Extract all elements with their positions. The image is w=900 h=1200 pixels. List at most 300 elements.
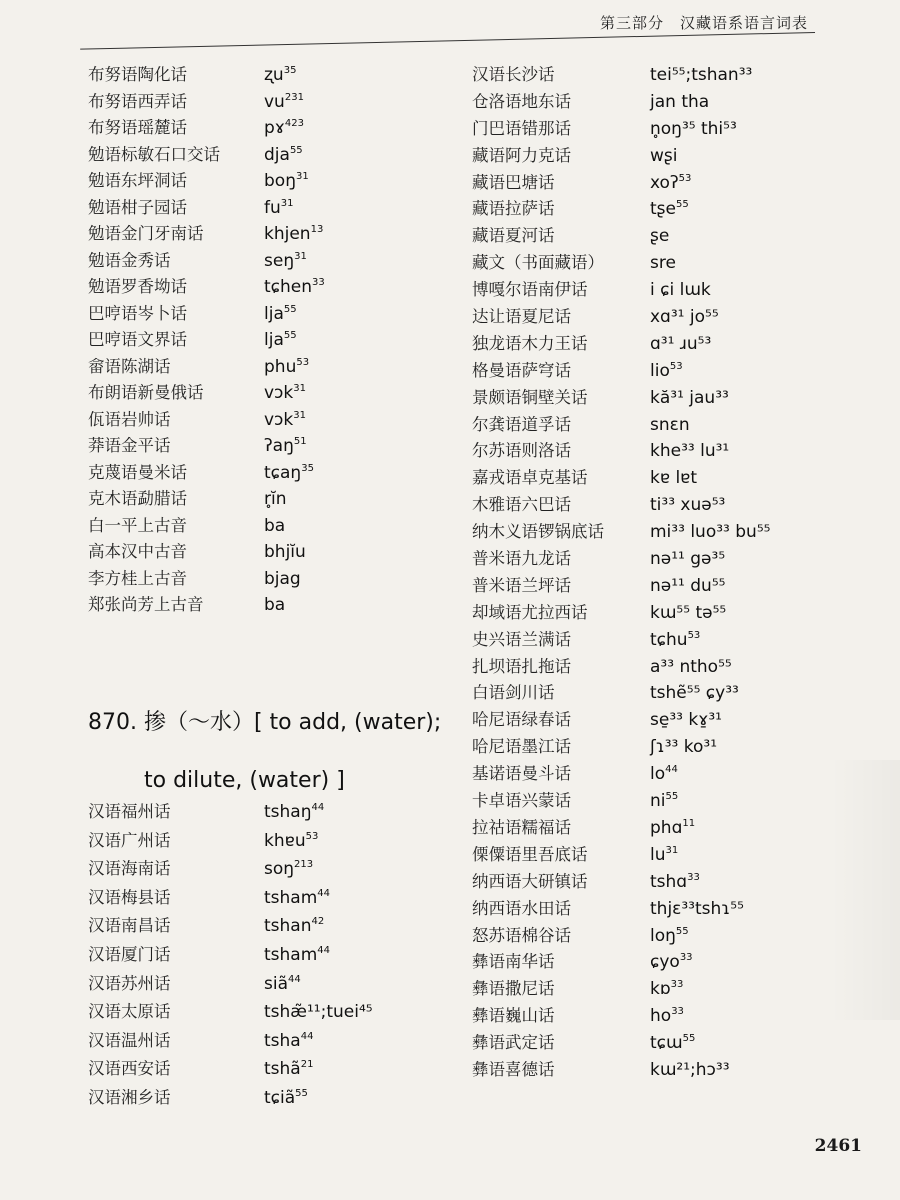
language-name: 郑张尚芳上古音 [88, 595, 204, 614]
phonetic-form [650, 788, 678, 815]
phonetic-base: ti³³ xuə⁵³ [650, 495, 726, 516]
word-entry-row [88, 221, 468, 248]
phonetic-form [650, 358, 683, 385]
tone-superscript: 55 [675, 199, 689, 211]
phonetic-form [650, 734, 717, 761]
language-name: 布努语瑶麓话 [88, 118, 187, 137]
word-entry-row [472, 842, 852, 869]
language-name: 勉语东坪洞话 [88, 171, 187, 190]
tone-superscript: 33 [687, 871, 700, 883]
phonetic-form [264, 221, 323, 248]
phonetic-base: fu [264, 197, 281, 218]
word-entry-row [472, 654, 852, 681]
phonetic-base: khɐu [264, 830, 306, 851]
word-entry-row [88, 566, 468, 593]
phonetic-form [650, 1030, 695, 1057]
word-entry-row [472, 815, 852, 842]
word-entry-row [472, 250, 852, 277]
phonetic-form [264, 248, 307, 275]
phonetic-base: ɑ³¹ ɹu⁵³ [650, 333, 712, 354]
language-name: 尔苏语则洛话 [472, 441, 571, 461]
word-entry-row [472, 546, 852, 573]
phonetic-base: loŋ [650, 925, 676, 946]
language-name: 藏语巴塘话 [472, 172, 555, 192]
phonetic-form [264, 142, 303, 169]
phonetic-base: ba [264, 595, 286, 615]
word-entry-row [472, 707, 852, 734]
phonetic-form [264, 1084, 308, 1113]
phonetic-base: tɕaŋ [264, 462, 302, 483]
word-entry-row [88, 62, 468, 89]
language-name: 景颇语铜壁关话 [472, 387, 588, 407]
word-entry-row [472, 1003, 852, 1030]
phonetic-form [264, 301, 297, 328]
word-entry-row [88, 855, 468, 884]
language-name: 巴哼语岑卜话 [88, 303, 187, 323]
phonetic-form [650, 250, 676, 277]
phonetic-base: kɐ lɐt [650, 468, 698, 489]
phonetic-base: vu [264, 91, 285, 112]
phonetic-base: nə¹¹ du⁵⁵ [650, 575, 726, 596]
phonetic-base: pɤ [264, 118, 285, 138]
phonetic-form [650, 412, 690, 439]
tone-superscript: 31 [293, 383, 306, 394]
phonetic-form [264, 1027, 313, 1056]
tone-superscript: 213 [294, 859, 314, 871]
phonetic-base: vɔk [264, 409, 294, 430]
phonetic-form [264, 1055, 313, 1084]
phonetic-form [650, 143, 677, 170]
entry-heading-line2: to dilute, (water) ] [144, 768, 345, 793]
language-name: 格曼语萨穹话 [472, 360, 571, 380]
phonetic-base: ni [650, 791, 666, 812]
phonetic-form [650, 1003, 684, 1030]
right-column [472, 62, 852, 1084]
word-entry-row [472, 976, 852, 1003]
word-entry-row [472, 492, 852, 519]
tone-superscript: 44 [300, 1030, 314, 1042]
tone-superscript: 42 [311, 916, 325, 928]
word-entry-row [88, 168, 468, 195]
tone-superscript: 33 [679, 952, 693, 964]
tone-superscript: 11 [682, 817, 696, 829]
word-entry-row [472, 170, 852, 197]
tone-superscript: 44 [311, 802, 325, 813]
phonetic-form [650, 600, 726, 627]
language-name: 勉语金门牙南话 [88, 224, 204, 243]
word-entry-row [472, 196, 852, 223]
phonetic-form [650, 277, 711, 304]
phonetic-base: se̱³³ kɤ̱³¹ [650, 710, 722, 731]
tone-superscript: 44 [288, 973, 301, 985]
phonetic-base: tʂe [650, 199, 676, 220]
language-name: 尔龚语道孚话 [472, 414, 571, 434]
phonetic-base: tshẽ⁵⁵ ɕy³³ [650, 683, 739, 704]
phonetic-form [264, 566, 301, 593]
language-name: 勉语标敏石口交话 [88, 144, 220, 164]
language-name: 汉语长沙话 [472, 65, 555, 84]
phonetic-form [650, 438, 729, 465]
word-entry-row [472, 223, 852, 250]
language-name: 史兴语兰满话 [472, 629, 571, 649]
word-entry-row [472, 116, 852, 143]
phonetic-form [264, 855, 313, 884]
phonetic-base: r̥ĭn [264, 489, 287, 509]
phonetic-form [650, 465, 697, 492]
phonetic-form [264, 433, 307, 460]
language-name: 彝语南华话 [472, 952, 555, 972]
phonetic-base: soŋ [264, 859, 295, 880]
word-entry-row [472, 331, 852, 358]
language-name: 汉语苏州话 [88, 973, 171, 993]
language-name: 普米语兰坪话 [472, 575, 571, 595]
phonetic-base: kɒ [650, 979, 671, 1000]
phonetic-base: siã [264, 973, 288, 994]
word-entry-row [472, 896, 852, 923]
phonetic-base: phu [264, 356, 297, 377]
language-name: 藏语夏河话 [472, 226, 555, 246]
language-name: 傈僳语里吾底话 [472, 844, 588, 864]
language-name: 汉语梅县话 [88, 887, 171, 907]
language-name: 佤语岩帅话 [88, 409, 171, 429]
phonetic-form [650, 761, 678, 788]
phonetic-base: tshan [264, 916, 312, 937]
language-name: 布努语陶化话 [88, 65, 187, 84]
word-entry-row [472, 627, 852, 654]
language-name: 汉语广州话 [88, 830, 171, 850]
phonetic-base: tshã [264, 1059, 301, 1080]
phonetic-form [650, 707, 722, 734]
word-entry-row [472, 600, 852, 627]
phonetic-form [650, 627, 700, 654]
tone-superscript: 44 [665, 764, 678, 776]
language-name: 汉语厦门话 [88, 944, 171, 964]
phonetic-form [264, 912, 324, 941]
phonetic-base: xɑ³¹ jo⁵⁵ [650, 307, 719, 328]
phonetic-form [650, 304, 719, 331]
phonetic-form [650, 331, 711, 358]
left-column-top [88, 62, 468, 619]
word-entry-row [88, 486, 468, 513]
word-entry-row [88, 327, 468, 354]
word-entry-row [472, 680, 852, 707]
language-name: 卡卓语兴蒙话 [472, 791, 571, 811]
language-name: 李方桂上古音 [88, 568, 187, 588]
tone-superscript: 231 [284, 91, 304, 103]
word-entry-row [88, 513, 468, 540]
phonetic-form [264, 89, 304, 116]
phonetic-form [650, 842, 678, 869]
language-name: 纳木义语锣锅底话 [472, 522, 604, 542]
phonetic-form [264, 539, 306, 566]
tone-superscript: 44 [317, 887, 331, 899]
word-entry-row [88, 884, 468, 913]
phonetic-base: ho [650, 1006, 672, 1027]
word-entry-row [472, 1030, 852, 1057]
phonetic-base: xoʔ [650, 172, 679, 193]
language-name: 勉语罗香坳话 [88, 277, 187, 296]
word-entry-row [88, 354, 468, 381]
phonetic-form [650, 196, 689, 223]
phonetic-form [264, 827, 318, 856]
word-entry-row [88, 301, 468, 328]
phonetic-base: lu [650, 844, 666, 865]
tone-superscript: 55 [283, 303, 297, 315]
phonetic-form [264, 195, 294, 222]
phonetic-form [264, 62, 296, 89]
language-name: 高本汉中古音 [88, 542, 187, 561]
language-name: 纳西语水田话 [472, 898, 571, 918]
language-name: 勉语柑子园话 [88, 197, 187, 217]
word-entry-row [472, 761, 852, 788]
word-entry-row [472, 304, 852, 331]
phonetic-base: dja [264, 144, 290, 165]
phonetic-base: jan tha [650, 91, 710, 112]
word-entry-row [472, 89, 852, 116]
phonetic-base: seŋ [264, 250, 295, 271]
phonetic-form [264, 998, 373, 1027]
phonetic-base: tɕɯ [650, 1033, 683, 1054]
word-entry-row [472, 412, 852, 439]
word-entry-row [88, 460, 468, 487]
phonetic-form [264, 941, 330, 970]
phonetic-base: boŋ [264, 171, 296, 191]
phonetic-form [264, 798, 324, 827]
phonetic-base: nə¹¹ gə³⁵ [650, 549, 726, 570]
tone-superscript: 31 [295, 171, 309, 182]
phonetic-form [650, 680, 739, 707]
language-name: 汉语海南话 [88, 859, 171, 879]
word-entry-row [88, 827, 468, 856]
phonetic-base: kɯ²¹;hɔ³³ [650, 1059, 730, 1080]
phonetic-base: phɑ [650, 817, 683, 838]
phonetic-base: khjen [264, 224, 311, 244]
phonetic-base: tɕhu [650, 629, 688, 650]
phonetic-base: snɛn [650, 414, 690, 435]
word-entry-row [472, 519, 852, 546]
phonetic-base: vɔk [264, 383, 294, 403]
phonetic-base: kă³¹ jau³³ [650, 387, 729, 408]
word-entry-row [88, 274, 468, 301]
word-entry-row [472, 358, 852, 385]
phonetic-base: ʔaŋ [264, 436, 294, 456]
word-entry-row [88, 115, 468, 142]
word-entry-row [472, 62, 852, 89]
phonetic-form [650, 519, 770, 546]
phonetic-base: khe³³ lu³¹ [650, 441, 730, 462]
entry-heading [88, 694, 468, 810]
page-edge-shadow [830, 760, 900, 1020]
language-name: 彝语撒尼话 [472, 979, 555, 999]
tone-superscript: 35 [283, 65, 297, 76]
phonetic-form [650, 116, 737, 143]
language-name: 木雅语六巴话 [472, 495, 571, 515]
word-entry-row [88, 195, 468, 222]
language-name: 仓洛语地东话 [472, 91, 571, 111]
phonetic-base: bjag [264, 568, 301, 589]
language-name: 拉祜语糯福话 [472, 817, 571, 837]
phonetic-base: tshaŋ [264, 802, 312, 822]
phonetic-base: ba [264, 515, 286, 536]
language-name: 哈尼语绿春话 [472, 710, 571, 730]
phonetic-base: lo [650, 764, 666, 785]
tone-superscript: 33 [312, 277, 325, 288]
phonetic-base: tsham [264, 944, 318, 965]
language-name: 汉语湘乡话 [88, 1087, 171, 1107]
language-name: 汉语温州话 [88, 1030, 171, 1050]
language-name: 怒苏语棉谷话 [472, 925, 571, 945]
phonetic-base: tsha [264, 1030, 301, 1051]
phonetic-form [650, 654, 732, 681]
tone-superscript: 53 [305, 830, 319, 842]
word-entry-row [88, 407, 468, 434]
phonetic-form [264, 380, 306, 407]
phonetic-base: tɕhen [264, 277, 313, 297]
phonetic-form [650, 546, 725, 573]
left-column-bottom [88, 798, 468, 1113]
phonetic-form [650, 976, 683, 1003]
tone-superscript: 35 [301, 462, 314, 474]
word-entry-row [88, 89, 468, 116]
phonetic-form [650, 223, 669, 250]
phonetic-form [264, 354, 309, 381]
tone-superscript: 31 [293, 409, 306, 421]
word-entry-row [88, 970, 468, 999]
language-name: 汉语西安话 [88, 1059, 171, 1079]
tone-superscript: 51 [293, 436, 307, 447]
word-entry-row [472, 143, 852, 170]
language-name: 嘉戎语卓克基话 [472, 468, 588, 488]
language-name: 彝语武定话 [472, 1033, 555, 1053]
phonetic-base: kɯ⁵⁵ tə⁵⁵ [650, 602, 727, 623]
tone-superscript: 31 [280, 197, 294, 209]
phonetic-base: tei⁵⁵;tshan³³ [650, 65, 753, 85]
word-entry-row [472, 949, 852, 976]
tone-superscript: 55 [665, 791, 679, 803]
phonetic-base: ʃɿ³³ ko³¹ [650, 737, 718, 758]
phonetic-base: wʂi [650, 145, 678, 166]
phonetic-form [650, 815, 695, 842]
phonetic-form [650, 573, 725, 600]
phonetic-base: i ɕi lɯk [650, 280, 711, 301]
word-entry-row [88, 998, 468, 1027]
word-entry-row [88, 1055, 468, 1084]
phonetic-form [264, 513, 285, 540]
phonetic-base: ʐu [264, 65, 284, 85]
phonetic-base: tsham [264, 887, 318, 908]
phonetic-base: mi³³ luo³³ bu⁵⁵ [650, 522, 771, 543]
word-entry-row [88, 248, 468, 275]
phonetic-form [650, 896, 744, 923]
language-name: 基诺语曼斗话 [472, 764, 571, 784]
tone-superscript: 55 [675, 925, 689, 937]
phonetic-base: tshæ̃¹¹;tuei⁴⁵ [264, 1002, 373, 1023]
phonetic-form [264, 970, 301, 999]
phonetic-form [264, 460, 314, 487]
language-name: 汉语太原话 [88, 1002, 171, 1022]
phonetic-base: lja [264, 330, 284, 350]
phonetic-form [264, 327, 297, 354]
phonetic-base: sre [650, 253, 676, 274]
word-entry-row [472, 573, 852, 600]
language-name: 汉语南昌话 [88, 916, 171, 936]
phonetic-form [650, 949, 693, 976]
page-header [0, 0, 900, 60]
phonetic-form [264, 592, 285, 619]
phonetic-form [650, 492, 725, 519]
language-name: 彝语喜德话 [472, 1059, 555, 1079]
phonetic-base: tshɑ [650, 871, 688, 892]
tone-superscript: 21 [300, 1059, 314, 1071]
phonetic-form [264, 486, 287, 513]
tone-superscript: 55 [289, 144, 303, 156]
tone-superscript: 31 [294, 250, 307, 262]
tone-superscript: 423 [284, 118, 305, 129]
phonetic-form [650, 385, 729, 412]
language-name: 藏语阿力克话 [472, 145, 571, 165]
tone-superscript: 33 [671, 1006, 684, 1018]
language-name: 博嘎尔语南伊话 [472, 280, 588, 300]
word-entry-row [88, 433, 468, 460]
word-entry-row [88, 912, 468, 941]
tone-superscript: 53 [687, 629, 701, 641]
word-entry-row [88, 380, 468, 407]
word-entry-row [472, 1057, 852, 1084]
language-name: 独龙语木力王话 [472, 333, 588, 353]
language-name: 彝语巍山话 [472, 1006, 555, 1026]
phonetic-base: a³³ ntho⁵⁵ [650, 656, 732, 677]
tone-superscript: 55 [283, 330, 297, 341]
language-name: 白一平上古音 [88, 515, 187, 535]
tone-superscript: 53 [669, 360, 683, 372]
phonetic-form [264, 115, 304, 142]
word-entry-row [88, 142, 468, 169]
phonetic-form [264, 884, 330, 913]
tone-superscript: 31 [665, 844, 679, 856]
language-name: 巴哼语文界话 [88, 330, 187, 349]
phonetic-base: ʂe [650, 226, 670, 247]
language-name: 布朗语新曼俄话 [88, 383, 204, 402]
phonetic-form [650, 62, 752, 89]
language-name: 克蔑语曼米话 [88, 462, 187, 482]
word-entry-row [472, 734, 852, 761]
tone-superscript: 44 [317, 944, 331, 956]
word-entry-row [472, 277, 852, 304]
tone-superscript: 55 [682, 1033, 696, 1045]
tone-superscript: 33 [670, 979, 684, 991]
page-number: 2461 [814, 1136, 862, 1156]
language-name: 普米语九龙话 [472, 549, 571, 569]
phonetic-form [264, 168, 309, 195]
language-name: 哈尼语墨江话 [472, 737, 571, 757]
phonetic-form [650, 869, 700, 896]
phonetic-base: n̥oŋ³⁵ thi⁵³ [650, 118, 737, 139]
phonetic-base: tɕiã [264, 1087, 296, 1108]
word-entry-row [88, 592, 468, 619]
language-name: 汉语福州话 [88, 802, 171, 821]
language-name: 克木语勐腊话 [88, 489, 187, 508]
tone-superscript: 13 [310, 224, 324, 235]
language-name: 门巴语错那话 [472, 118, 571, 138]
language-name: 布努语西弄话 [88, 91, 187, 111]
phonetic-form [650, 1057, 730, 1084]
language-name: 扎坝语扎拖话 [472, 656, 571, 676]
word-entry-row [472, 438, 852, 465]
header-rule [80, 32, 815, 50]
language-name: 藏语拉萨话 [472, 199, 555, 219]
phonetic-base: ɕyo [650, 952, 680, 973]
language-name: 达让语夏尼话 [472, 307, 571, 327]
